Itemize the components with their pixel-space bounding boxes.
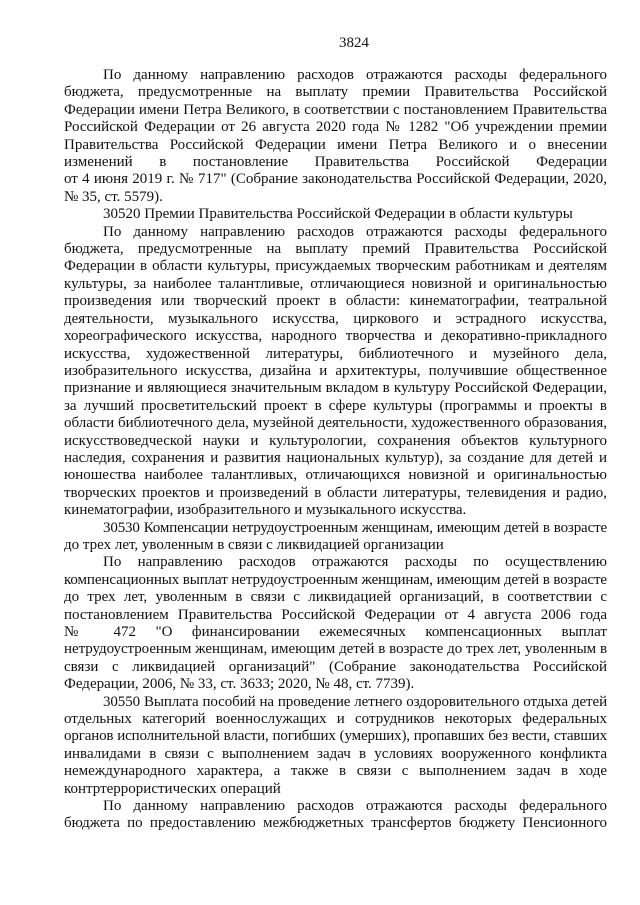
text-line: от 4 июня 2019 г. № 717" (Собрание законодательства Российской Федерации, 2020, xyxy=(64,171,607,188)
text-line: искусствоведческой науки и культурологии, сохранения объектов культурного xyxy=(64,432,607,449)
text-line: Правительства Российской Федерации имени Петра Великого и о внесении xyxy=(64,136,607,153)
text-line: По данному направлению расходов отражаются расходы федерального xyxy=(103,798,607,815)
section-paragraph xyxy=(64,554,607,693)
text-line: изменений в постановление Правительства Российской Федерации xyxy=(64,154,607,171)
text-line: Российской Федерации от 26 августа 2020 года № 1282 "Об учреждении премии xyxy=(64,119,607,136)
text-line: наследия, сохранения и развития национальных культур), за создание для детей и xyxy=(64,449,607,466)
heading-line: 30530 Компенсации нетрудоустроенным женщинам, имеющим детей в возрасте xyxy=(103,519,607,536)
section-30530 xyxy=(64,520,607,694)
text-line: произведения или творческий проект в области: кинематографии, театральной xyxy=(64,293,607,310)
section-30520 xyxy=(64,206,607,519)
text-line: постановлением Правительства Российской Федерации от 4 августа 2006 года xyxy=(64,606,607,623)
heading-line: 30520 Премии Правительства Российской Федерации в области культуры xyxy=(103,206,573,223)
text-line: бюджета, предусмотренные на выплату премии Правительства Российской xyxy=(64,84,607,101)
text-line: компенсационных выплат нетрудоустроенным женщинам, имеющим детей в возрасте xyxy=(64,571,607,588)
text-line: деятельности, музыкального искусства, циркового и эстрадного искусства, xyxy=(64,310,607,327)
heading-line: до трех лет, уволенным в связи с ликвидацией организации xyxy=(64,536,444,553)
text-line: хореографического искусства, народного творчества и декоративно-прикладного xyxy=(64,328,607,345)
text-line: Федерации имени Петра Великого, в соответствии с постановлением Правительства xyxy=(64,101,607,118)
document-body xyxy=(64,67,607,833)
text-line: за лучший просветительский проект в сфере культуры (программы и проекты в xyxy=(64,397,607,414)
text-line: № 35, ст. 5579). xyxy=(64,188,163,205)
heading-line: 30550 Выплата пособий на проведение летнего оздоровительного отдыха детей xyxy=(103,693,607,710)
text-line: творческих проектов и произведений в области литературы, телевидения и радио, xyxy=(64,484,607,501)
text-line: связи с ликвидацией организаций" (Собрание законодательства Российской xyxy=(64,658,607,675)
text-line: области библиотечного дела, музейной деятельности, художественного образования, xyxy=(64,415,607,432)
section-30550 xyxy=(64,694,607,833)
section-heading xyxy=(64,206,607,223)
section-paragraph xyxy=(64,798,607,833)
text-line: признание и являющиеся значительным вкладом в культуру Российской Федерации, xyxy=(64,380,607,397)
heading-line: контртеррористических операций xyxy=(64,780,281,797)
text-line: до трех лет, уволенным в связи с ликвидацией организаций, в соответствии с xyxy=(64,589,607,606)
section-heading xyxy=(64,694,607,798)
heading-line: немеждународного характера, а также в связи с выполнением задач в ходе xyxy=(64,763,607,780)
text-line: бюджета, предусмотренные на выплату премий Правительства Российской xyxy=(64,241,607,258)
heading-line: отдельных категорий военнослужащих и сотрудников некоторых федеральных xyxy=(64,711,607,728)
text-line: культуры, за наиболее талантливые, отличающиеся новизной и оригинальностью xyxy=(64,275,607,292)
heading-line: органов исполнительной власти, погибших (умерших), пропавших без вести, ставших xyxy=(64,728,607,745)
continuation-paragraph xyxy=(64,67,607,206)
text-line: изобразительного искусства, дизайна и архитектуры, получившие общественное xyxy=(64,362,607,379)
text-line: Федерации, 2006, № 33, ст. 3633; 2020, № 48, ст. 7739). xyxy=(64,676,415,693)
page-number: 3824 xyxy=(339,35,369,51)
text-line: № 472 "О финансировании ежемесячных компенсационных выплат xyxy=(64,624,607,640)
text-line: нетрудоустроенным женщинам, имеющим детей в возрасте до трех лет, уволенным в xyxy=(64,641,607,658)
text-line: По данному направлению расходов отражаются расходы федерального xyxy=(103,223,607,240)
text-line: искусства, художественной литературы, библиотечного и музейного дела, xyxy=(64,345,607,362)
text-line: бюджета по предоставлению межбюджетных трансфертов бюджету Пенсионного xyxy=(64,815,607,832)
section-heading xyxy=(64,520,607,555)
text-line: кинематографии, изобразительного и музыкального искусства. xyxy=(64,502,467,519)
heading-line: инвалидами в связи с выполнением задач в условиях вооруженного конфликта xyxy=(64,745,607,762)
text-line: юношества наиболее талантливых, отличающихся новизной и оригинальностью xyxy=(64,467,607,484)
text-line: По данному направлению расходов отражаются расходы федерального xyxy=(103,67,607,83)
section-paragraph xyxy=(64,224,607,520)
text-line: Федерации в области культуры, присуждаемых творческим работникам и деятелям xyxy=(64,258,607,275)
text-line: По направлению расходов отражаются расходы по осуществлению xyxy=(103,554,607,571)
